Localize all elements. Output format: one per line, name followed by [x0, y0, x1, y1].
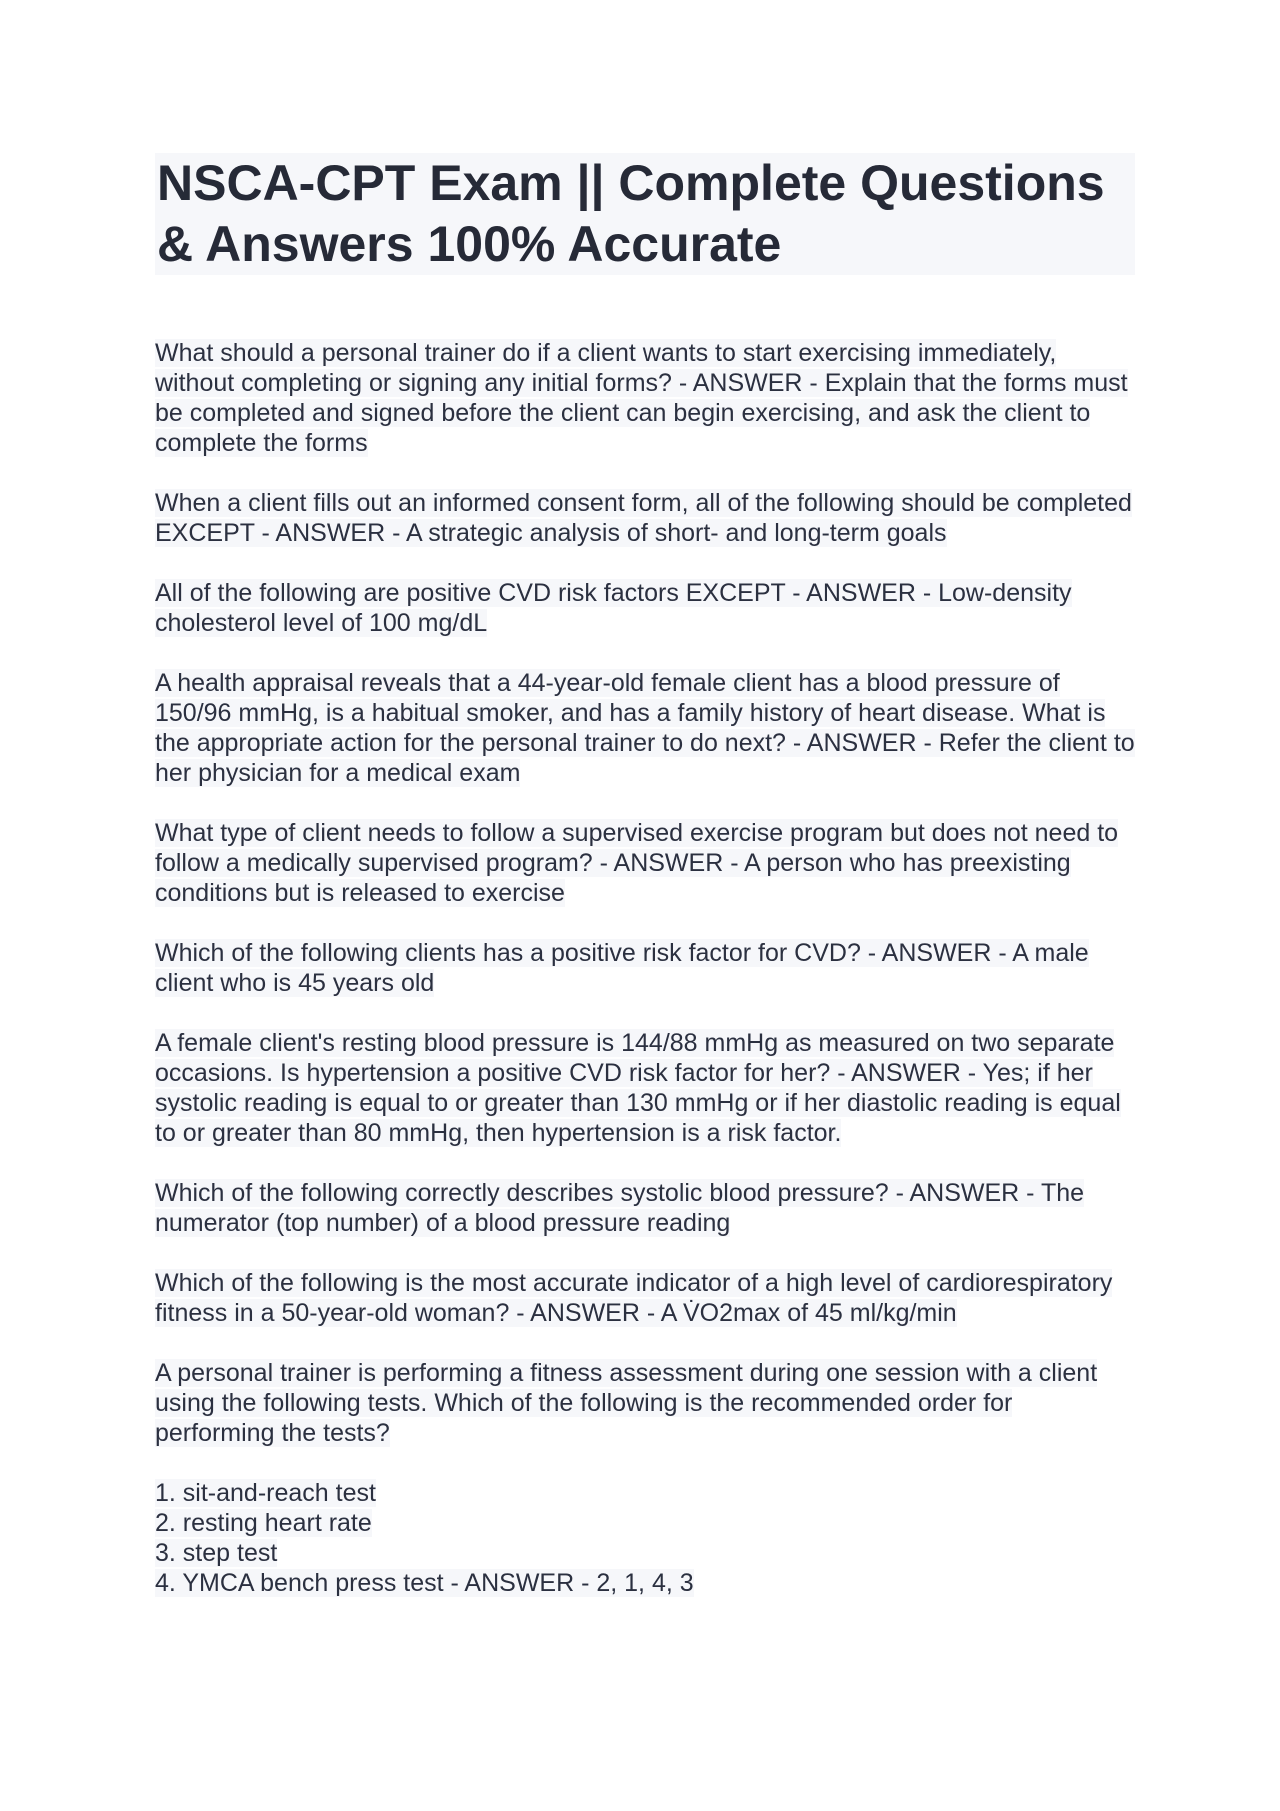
- qa-item-3: [155, 578, 1135, 638]
- qa-item-11: [155, 1478, 1135, 1598]
- qa-item-8: [155, 1178, 1135, 1238]
- qa-text: Which of the following clients has a positive risk factor for CVD? - ANSWER - A male client who is 45 years old: [155, 939, 1089, 997]
- qa-item-5: [155, 818, 1135, 908]
- qa-text: What should a personal trainer do if a client wants to start exercising immediately, without completing or signing any initial forms? - ANSWER - Explain that the forms must be completed and signed before the client can begin exercising, and ask the client to complete the forms: [155, 339, 1128, 457]
- qa-item-1: [155, 338, 1135, 458]
- qa-text: 1. sit-and-reach test 2. resting heart rate 3. step test 4. YMCA bench press test - ANSWER - 2, 1, 4, 3: [155, 1479, 694, 1597]
- qa-text: Which of the following correctly describes systolic blood pressure? - ANSWER - The numerator (top number) of a blood pressure reading: [155, 1179, 1085, 1237]
- qa-text: When a client fills out an informed consent form, all of the following should be completed EXCEPT - ANSWER - A strategic analysis of short- and long-term goals: [155, 489, 1132, 547]
- qa-text: What type of client needs to follow a supervised exercise program but does not need to follow a medically supervised program? - ANSWER - A person who has preexisting conditions but is released to exercise: [155, 819, 1119, 907]
- qa-item-10: [155, 1358, 1135, 1448]
- qa-text: All of the following are positive CVD risk factors EXCEPT - ANSWER - Low-density cholesterol level of 100 mg/dL: [155, 579, 1072, 637]
- qa-text: Which of the following is the most accurate indicator of a high level of cardiorespiratory fitness in a 50-year-old woman? - ANSWER - A V̇O2max of 45 ml/kg/min: [155, 1269, 1113, 1327]
- qa-item-7: [155, 1028, 1135, 1148]
- qa-item-4: [155, 668, 1135, 788]
- qa-item-6: [155, 938, 1135, 998]
- qa-text: A health appraisal reveals that a 44-year-old female client has a blood pressure of 150/96 mmHg, is a habitual smoker, and has a family history of heart disease. What is the appropriate action for the personal trainer to do next? - ANSWER - Refer the client to her physician for a medical exam: [155, 669, 1135, 787]
- qa-list: [155, 338, 1135, 1598]
- document-title: NSCA-CPT Exam || Complete Questions & Answers 100% Accurate: [155, 153, 1135, 275]
- qa-text: A female client's resting blood pressure is 144/88 mmHg as measured on two separate occasions. Is hypertension a positive CVD risk factor for her? - ANSWER - Yes; if her systolic reading is equal to or greater than 130 mmHg or if her diastolic reading is equal to or greater than 80 mmHg, then hypertension is a risk factor.: [155, 1029, 1121, 1147]
- document-page: [155, 153, 1135, 1628]
- qa-item-2: [155, 488, 1135, 548]
- qa-item-9: [155, 1268, 1135, 1328]
- qa-text: A personal trainer is performing a fitness assessment during one session with a client using the following tests. Which of the following is the recommended order for performing the tests?: [155, 1359, 1098, 1447]
